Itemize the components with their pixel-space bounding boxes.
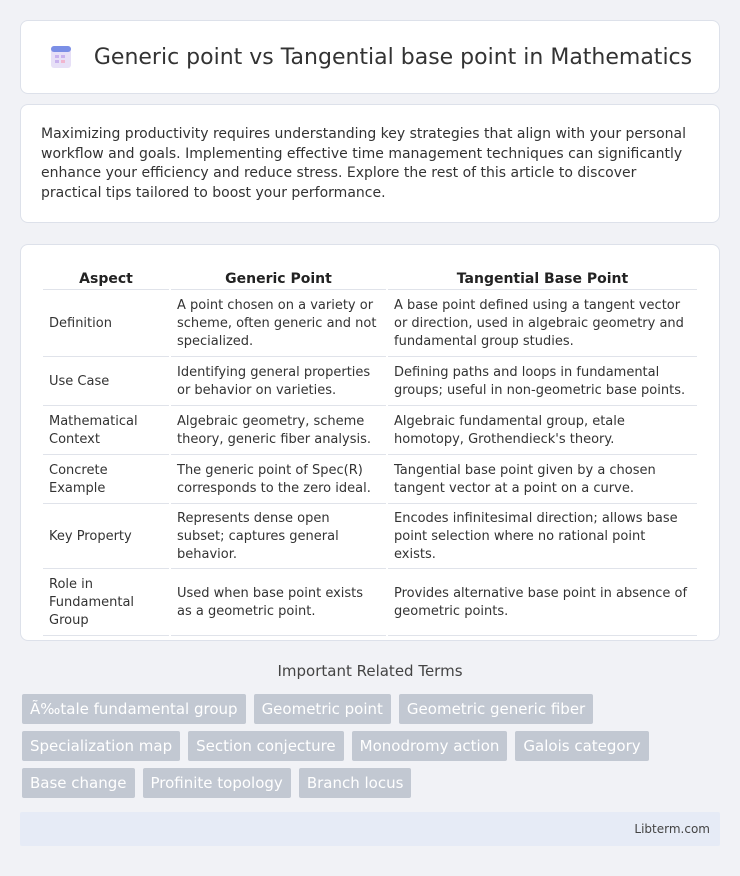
row-tangential: A base point defined using a tangent vector or direction, used in algebraic geometry and fundamental group studies. (388, 292, 697, 357)
table-header-row (43, 267, 697, 290)
row-tangential: Encodes infinitesimal direction; allows base point selection where no rational point exists. (388, 506, 697, 569)
term-tag[interactable]: Ã‰tale fundamental group (22, 694, 246, 724)
term-tag[interactable]: Profinite topology (143, 768, 291, 798)
row-generic: Identifying general properties or behavior on varieties. (171, 359, 386, 406)
intro-card (20, 104, 720, 223)
related-terms-title: Important Related Terms (277, 662, 463, 680)
title-wrap (48, 44, 692, 70)
comparison-card (20, 244, 720, 641)
row-aspect: Definition (43, 292, 169, 357)
term-tag[interactable]: Galois category (515, 731, 648, 761)
row-generic: A point chosen on a variety or scheme, often generic and not specialized. (171, 292, 386, 357)
row-generic: Algebraic geometry, scheme theory, generic fiber analysis. (171, 408, 386, 455)
row-tangential: Tangential base point given by a chosen tangent vector at a point on a curve. (388, 457, 697, 504)
header-card (20, 20, 720, 94)
row-aspect: Role in Fundamental Group (43, 571, 169, 636)
row-aspect: Use Case (43, 359, 169, 406)
row-generic: Represents dense open subset; captures general behavior. (171, 506, 386, 569)
related-terms-list (22, 694, 722, 798)
header-tangential-base-point: Tangential Base Point (388, 267, 697, 290)
header-aspect: Aspect (43, 267, 169, 290)
comparison-table (41, 265, 699, 638)
table-row (43, 408, 697, 455)
row-aspect: Mathematical Context (43, 408, 169, 455)
page-title: Generic point vs Tangential base point in Mathematics (93, 44, 693, 70)
term-tag[interactable]: Section conjecture (188, 731, 344, 761)
intro-paragraph: Maximizing productivity requires understanding key strategies that align with your personal workflow and goals. Implementing effective time management techniques can significantly enhance your efficiency and reduce stress. Explore the rest of this article to discover practical tips tailored to boost your performance. (41, 126, 686, 201)
table-row (43, 457, 697, 504)
row-tangential: Defining paths and loops in fundamental groups; useful in non-geometric base points. (388, 359, 697, 406)
term-tag[interactable]: Base change (22, 768, 135, 798)
table-row (43, 292, 697, 357)
term-tag[interactable]: Specialization map (22, 731, 180, 761)
row-tangential: Provides alternative base point in absence of geometric points. (388, 571, 697, 636)
row-aspect: Key Property (43, 506, 169, 569)
term-tag[interactable]: Branch locus (299, 768, 412, 798)
term-tag[interactable]: Monodromy action (352, 731, 508, 761)
document-icon (48, 44, 74, 70)
table-row (43, 571, 697, 636)
term-tag[interactable]: Geometric point (254, 694, 391, 724)
footer-site-link[interactable]: Libterm.com (634, 822, 710, 836)
row-generic: Used when base point exists as a geometric point. (171, 571, 386, 636)
table-row (43, 359, 697, 406)
row-aspect: Concrete Example (43, 457, 169, 504)
term-tag[interactable]: Geometric generic fiber (399, 694, 593, 724)
header-generic-point: Generic Point (171, 267, 386, 290)
footer (20, 812, 720, 846)
table-row (43, 506, 697, 569)
row-tangential: Algebraic fundamental group, etale homotopy, Grothendieck's theory. (388, 408, 697, 455)
row-generic: The generic point of Spec(R) corresponds to the zero ideal. (171, 457, 386, 504)
